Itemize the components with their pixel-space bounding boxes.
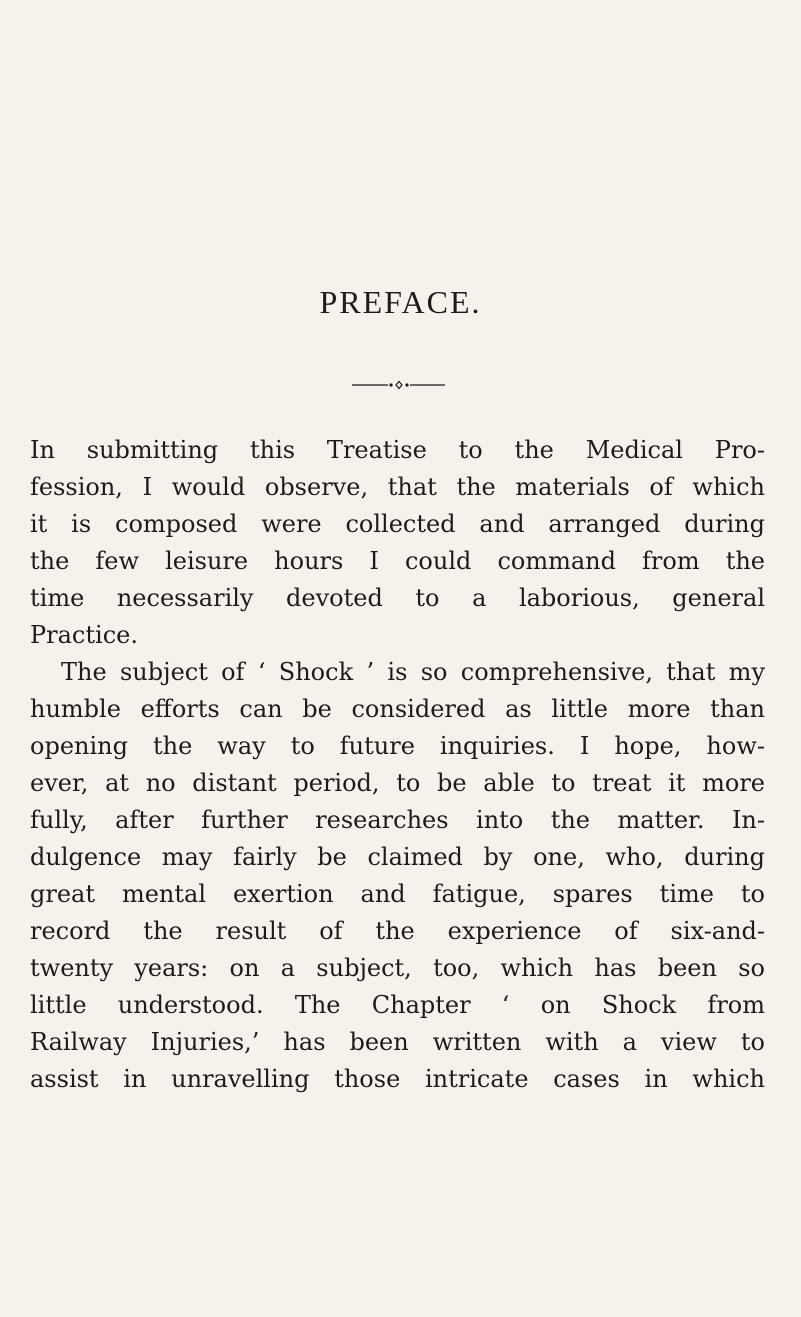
preface-text bbox=[30, 432, 765, 1098]
text-line: humble efforts can be considered as little more than bbox=[30, 695, 765, 723]
text-line: the few leisure hours I could command from the bbox=[30, 547, 765, 575]
text-line: assist in unravelling those intricate cases in which bbox=[30, 1065, 765, 1093]
text-line: fully, after further researches into the matter. In- bbox=[30, 806, 765, 834]
page-title: PREFACE. bbox=[319, 284, 482, 320]
text-line: twenty years: on a subject, too, which has been so bbox=[30, 954, 765, 982]
paragraph-2 bbox=[30, 654, 765, 1098]
text-line: opening the way to future inquiries. I hope, how- bbox=[30, 732, 765, 760]
text-line: Practice. bbox=[30, 621, 138, 649]
text-line: time necessarily devoted to a laborious, general bbox=[30, 584, 765, 612]
text-line: dulgence may fairly be claimed by one, who, during bbox=[30, 843, 765, 871]
text-line: little understood. The Chapter ‘ on Shock from bbox=[30, 991, 765, 1019]
text-line: great mental exertion and fatigue, spares time to bbox=[30, 880, 765, 908]
text-line: The subject of ‘ Shock ’ is so comprehensive, that my bbox=[61, 658, 765, 686]
text-line: Railway Injuries,’ has been written with a view to bbox=[30, 1028, 765, 1056]
ornament-divider bbox=[352, 379, 445, 391]
text-line: ever, at no distant period, to be able to treat it more bbox=[30, 769, 765, 797]
paragraph-1 bbox=[30, 432, 765, 654]
text-line: fession, I would observe, that the materials of which bbox=[30, 473, 765, 501]
text-line: it is composed were collected and arranged during bbox=[30, 510, 765, 538]
text-line: In submitting this Treatise to the Medical Pro- bbox=[30, 436, 765, 464]
text-line: record the result of the experience of six-and- bbox=[30, 917, 765, 945]
